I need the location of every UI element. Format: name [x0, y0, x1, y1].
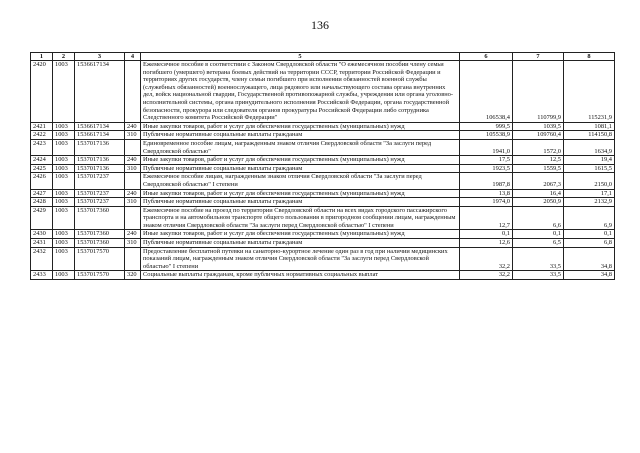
section-code-cell: 1003	[53, 156, 75, 165]
amount-year-1-cell: 1987,8	[460, 173, 513, 189]
amount-year-1-cell: 32,2	[460, 247, 513, 271]
table-row	[31, 239, 615, 248]
description-cell: Публичные нормативные социальные выплаты гражданам	[141, 198, 460, 207]
amount-year-2-cell: 0,1	[513, 230, 564, 239]
expense-type-cell: 240	[125, 230, 141, 239]
amount-year-2-cell: 1039,5	[513, 122, 564, 131]
expense-type-cell	[125, 247, 141, 271]
section-code-cell: 1003	[53, 239, 75, 248]
row-number-cell: 2433	[31, 271, 53, 280]
row-number-cell: 2426	[31, 173, 53, 189]
description-cell: Публичные нормативные социальные выплаты гражданам	[141, 239, 460, 248]
expense-type-cell	[125, 61, 141, 123]
amount-year-3-cell: 34,8	[564, 247, 615, 271]
column-header: 4	[125, 53, 141, 61]
amount-year-1-cell: 13,8	[460, 189, 513, 198]
row-number-cell: 2431	[31, 239, 53, 248]
amount-year-2-cell: 110799,9	[513, 61, 564, 123]
amount-year-2-cell: 16,4	[513, 189, 564, 198]
expense-type-cell	[125, 173, 141, 189]
description-cell: Единовременное пособие лицам, награжденным знаком отличия Свердловской области "За заслуги перед Свердловской областью"	[141, 139, 460, 155]
amount-year-2-cell: 1559,5	[513, 164, 564, 173]
amount-year-1-cell: 105538,9	[460, 131, 513, 140]
amount-year-1-cell: 1923,5	[460, 164, 513, 173]
description-cell: Иные закупки товаров, работ и услуг для обеспечения государственных (муниципальных) нужд	[141, 230, 460, 239]
section-code-cell: 1003	[53, 247, 75, 271]
description-cell: Предоставление бесплатной путевки на санаторно-курортное лечение один раз в год при наличии медицинских показаний лицам, награжденным знаком отличия Свердловской области "За заслуги перед Свердловской областью" I степени	[141, 247, 460, 271]
amount-year-3-cell: 2150,0	[564, 173, 615, 189]
target-article-cell: 1537017360	[75, 239, 125, 248]
target-article-cell: 1536617134	[75, 131, 125, 140]
description-cell: Публичные нормативные социальные выплаты гражданам	[141, 164, 460, 173]
page-number: 136	[311, 18, 329, 32]
amount-year-1-cell: 1974,0	[460, 198, 513, 207]
amount-year-1-cell: 12,6	[460, 239, 513, 248]
amount-year-3-cell: 1634,9	[564, 139, 615, 155]
amount-year-3-cell: 0,1	[564, 230, 615, 239]
expense-type-cell: 310	[125, 239, 141, 248]
table-body	[31, 61, 615, 280]
description-cell: Ежемесячное пособие лицам, награжденным знаком отличия Свердловской области "За заслуги перед Свердловской областью" I степени	[141, 173, 460, 189]
amount-year-3-cell: 6,9	[564, 206, 615, 230]
column-header: 1	[31, 53, 53, 61]
section-code-cell: 1003	[53, 131, 75, 140]
row-number-cell: 2423	[31, 139, 53, 155]
amount-year-3-cell: 19,4	[564, 156, 615, 165]
row-number-cell: 2420	[31, 61, 53, 123]
expense-type-cell: 240	[125, 189, 141, 198]
section-code-cell: 1003	[53, 61, 75, 123]
target-article-cell: 1537017237	[75, 189, 125, 198]
description-cell: Иные закупки товаров, работ и услуг для обеспечения государственных (муниципальных) нужд	[141, 122, 460, 131]
amount-year-1-cell: 1941,0	[460, 139, 513, 155]
table-row	[31, 198, 615, 207]
section-code-cell: 1003	[53, 206, 75, 230]
amount-year-2-cell: 12,5	[513, 156, 564, 165]
amount-year-1-cell: 17,5	[460, 156, 513, 165]
section-code-cell: 1003	[53, 230, 75, 239]
amount-year-2-cell: 2050,9	[513, 198, 564, 207]
target-article-cell: 1537017136	[75, 164, 125, 173]
column-header: 5	[141, 53, 460, 61]
row-number-cell: 2429	[31, 206, 53, 230]
expense-type-cell: 310	[125, 164, 141, 173]
section-code-cell: 1003	[53, 189, 75, 198]
description-cell: Иные закупки товаров, работ и услуг для обеспечения государственных (муниципальных) нужд	[141, 156, 460, 165]
target-article-cell: 1537017570	[75, 271, 125, 280]
row-number-cell: 2427	[31, 189, 53, 198]
column-header: 6	[460, 53, 513, 61]
table-row	[31, 230, 615, 239]
expense-type-cell	[125, 206, 141, 230]
amount-year-3-cell: 1615,5	[564, 164, 615, 173]
row-number-cell: 2421	[31, 122, 53, 131]
amount-year-3-cell: 17,1	[564, 189, 615, 198]
target-article-cell: 1537017136	[75, 156, 125, 165]
target-article-cell: 1537017136	[75, 139, 125, 155]
expense-type-cell: 240	[125, 156, 141, 165]
column-header: 2	[53, 53, 75, 61]
target-article-cell: 1537017570	[75, 247, 125, 271]
expense-type-cell: 320	[125, 271, 141, 280]
budget-table	[30, 52, 615, 280]
expense-type-cell: 310	[125, 131, 141, 140]
amount-year-2-cell: 6,6	[513, 206, 564, 230]
table-row	[31, 189, 615, 198]
amount-year-1-cell: 0,1	[460, 230, 513, 239]
amount-year-3-cell: 115231,9	[564, 61, 615, 123]
description-cell: Ежемесячное пособие в соответствии с Законом Свердловской области "О ежемесячном пособии члену семьи погибшего (умершего) ветерана боевых действий на территории СССР, территории Российской Федерации и территориях других государств, члену семьи погибшего при исполнении обязанностей военной службы (служебных обязанностей) военнослужащего, лица рядового или начальствующего состава органа внутренних дел, войск национальной гвардии, Государственной противопожарной службы, учреждения или органа уголовно-исполнительной системы, органа принудительного исполнения Российской Федерации, органа государственной безопасности, прокурора или следователя органов прокуратуры Российской Федерации либо сотрудника Следственного комитета Российской Федерации"	[141, 61, 460, 123]
row-number-cell: 2424	[31, 156, 53, 165]
table-row	[31, 206, 615, 230]
section-code-cell: 1003	[53, 173, 75, 189]
amount-year-2-cell: 1572,0	[513, 139, 564, 155]
expense-type-cell: 310	[125, 198, 141, 207]
row-number-cell: 2422	[31, 131, 53, 140]
section-code-cell: 1003	[53, 164, 75, 173]
table-row	[31, 173, 615, 189]
amount-year-3-cell: 34,8	[564, 271, 615, 280]
table-header-row	[31, 53, 615, 61]
section-code-cell: 1003	[53, 271, 75, 280]
amount-year-1-cell: 32,2	[460, 271, 513, 280]
target-article-cell: 1537017360	[75, 230, 125, 239]
target-article-cell: 1537017360	[75, 206, 125, 230]
amount-year-2-cell: 6,5	[513, 239, 564, 248]
table-row	[31, 247, 615, 271]
expense-type-cell: 240	[125, 122, 141, 131]
row-number-cell: 2428	[31, 198, 53, 207]
amount-year-3-cell: 114150,8	[564, 131, 615, 140]
column-header: 3	[75, 53, 125, 61]
description-cell: Публичные нормативные социальные выплаты гражданам	[141, 131, 460, 140]
section-code-cell: 1003	[53, 198, 75, 207]
row-number-cell: 2432	[31, 247, 53, 271]
description-cell: Иные закупки товаров, работ и услуг для обеспечения государственных (муниципальных) нужд	[141, 189, 460, 198]
target-article-cell: 1537017237	[75, 198, 125, 207]
table-row	[31, 122, 615, 131]
table-row	[31, 271, 615, 280]
amount-year-3-cell: 1081,1	[564, 122, 615, 131]
table-row	[31, 164, 615, 173]
amount-year-1-cell: 106538,4	[460, 61, 513, 123]
row-number-cell: 2425	[31, 164, 53, 173]
table-row	[31, 156, 615, 165]
description-cell: Социальные выплаты гражданам, кроме публичных нормативных социальных выплат	[141, 271, 460, 280]
expense-type-cell	[125, 139, 141, 155]
section-code-cell: 1003	[53, 139, 75, 155]
table-row	[31, 131, 615, 140]
table-row	[31, 139, 615, 155]
amount-year-2-cell: 109760,4	[513, 131, 564, 140]
amount-year-2-cell: 33,5	[513, 271, 564, 280]
description-cell: Ежемесячное пособие на проезд по территории Свердловской области на всех видах городского пассажирского транспорта и на автомобильном транспорте общего пользования в пригородном сообщении лицам, награжденным знаком отличия Свердловской области "За заслуги перед Свердловской областью" I степени	[141, 206, 460, 230]
target-article-cell: 1536617134	[75, 122, 125, 131]
amount-year-1-cell: 12,7	[460, 206, 513, 230]
amount-year-2-cell: 2067,3	[513, 173, 564, 189]
column-header: 7	[513, 53, 564, 61]
section-code-cell: 1003	[53, 122, 75, 131]
target-article-cell: 1537017237	[75, 173, 125, 189]
table-row	[31, 61, 615, 123]
row-number-cell: 2430	[31, 230, 53, 239]
amount-year-2-cell: 33,5	[513, 247, 564, 271]
amount-year-3-cell: 6,8	[564, 239, 615, 248]
amount-year-1-cell: 999,5	[460, 122, 513, 131]
column-header: 8	[564, 53, 615, 61]
amount-year-3-cell: 2132,9	[564, 198, 615, 207]
target-article-cell: 1536617134	[75, 61, 125, 123]
